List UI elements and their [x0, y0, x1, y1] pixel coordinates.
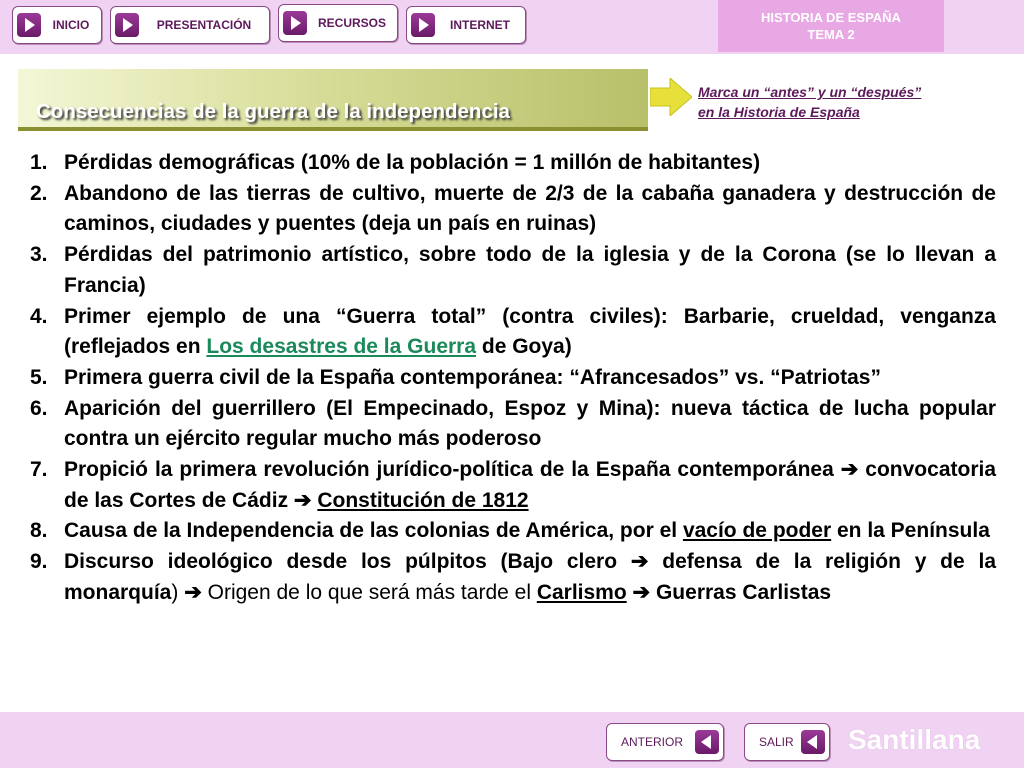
title-underline — [18, 127, 648, 131]
course-badge — [718, 0, 944, 52]
play-arrow-icon — [283, 11, 307, 35]
list-item — [30, 179, 996, 240]
list-item — [30, 516, 996, 547]
play-arrow-icon — [411, 13, 435, 37]
arrow-icon: ➔ — [632, 580, 651, 604]
list-item — [30, 455, 996, 516]
desastres-guerra-link[interactable]: Los desastres de la Guerra — [206, 335, 477, 359]
list-item-text: Pérdidas del patrimonio artístico, sobre todo de la iglesia y de la Corona (se lo llevan a Francia) — [64, 243, 996, 297]
nav-presentacion-button[interactable] — [110, 6, 270, 44]
list-item-text — [64, 302, 996, 363]
back-arrow-icon — [695, 730, 719, 754]
anterior-button[interactable] — [606, 723, 724, 761]
list-item-text: Pérdidas demográficas (10% de la población = 1 millón de habitantes) — [64, 151, 761, 174]
page-title: Consecuencias de la guerra de la independencia — [36, 100, 510, 123]
arrow-icon: ➔ — [840, 458, 859, 482]
list-item-number: 3. — [30, 243, 48, 267]
list-item-number: 8. — [30, 519, 48, 543]
arrow-icon: ➔ — [630, 550, 649, 574]
title-banner — [18, 69, 648, 131]
list-item-text-part: ) — [171, 580, 185, 604]
list-item-number: 6. — [30, 396, 48, 420]
right-arrow-icon — [650, 78, 692, 116]
list-item-text-part: Propició la primera revolución jurídico-política de la España contemporánea — [64, 458, 841, 482]
list-item-text — [64, 547, 996, 608]
list-item-text-part: Causa de la Independencia de las colonias de América, por el — [64, 519, 683, 543]
salir-button[interactable] — [744, 723, 830, 761]
list-item-text-part: convocatoria de las Cortes de Cádiz — [64, 458, 996, 512]
arrow-icon: ➔ — [293, 488, 312, 512]
vacio-poder-text: vacío de poder — [682, 519, 832, 543]
list-item-text: Abandono de las tierras de cultivo, muerte de 2/3 de la cabaña ganadera y destrucción de caminos, ciudades y puentes (deja un país en ruinas) — [64, 181, 996, 236]
nav-recursos-label: RECURSOS — [317, 16, 386, 30]
list-item — [30, 302, 996, 363]
list-item-text-part: Guerras Carlistas — [650, 580, 832, 604]
list-item — [30, 363, 996, 394]
consequences-list — [30, 148, 996, 609]
course-subject: HISTORIA DE ESPAÑA — [761, 10, 901, 25]
list-item — [30, 394, 996, 455]
list-item-text-part: Origen de lo que será más tarde el — [201, 580, 537, 604]
list-item-number: 4. — [30, 304, 48, 328]
list-item-text — [64, 455, 996, 516]
arrow-icon: ➔ — [184, 580, 202, 604]
list-item-text: Primera guerra civil de la España contemporánea: “Afrancesados” vs. “Patriotas” — [64, 365, 881, 389]
list-item-text-part: de Goya) — [476, 335, 572, 359]
list-item — [30, 240, 996, 301]
course-topic: TEMA 2 — [807, 27, 855, 42]
play-arrow-icon — [17, 13, 41, 37]
nav-inicio-label: INICIO — [52, 18, 90, 32]
list-item-text-part: Primer ejemplo de una “Guerra total” (contra civiles): Barbarie, crueldad, venganza (reflejados en — [64, 304, 996, 359]
nav-internet-button[interactable] — [406, 6, 526, 44]
carlismo-text: Carlismo — [536, 580, 627, 604]
list-item — [30, 148, 996, 179]
list-item-text: Aparición del guerrillero (El Empecinado, Espoz y Mina): nueva táctica de lucha popular contra un ejército regular mucho más poderoso — [64, 396, 996, 451]
list-item-number: 1. — [30, 151, 48, 174]
list-item-number: 7. — [30, 458, 48, 482]
play-arrow-icon — [115, 13, 139, 37]
nav-presentacion-label: PRESENTACIÓN — [156, 18, 252, 32]
list-item-number: 9. — [30, 550, 48, 574]
publisher-logo: Santillana — [848, 724, 981, 755]
list-item-number: 2. — [30, 181, 48, 205]
list-item-text-part: defensa de la religión y de la monarquía — [64, 550, 996, 604]
list-item — [30, 547, 996, 608]
nav-recursos-button[interactable] — [278, 4, 398, 42]
list-item-text-part: Discurso ideológico desde los púlpitos (Bajo clero — [64, 550, 631, 574]
back-arrow-icon — [801, 730, 825, 754]
salir-label: SALIR — [759, 735, 794, 749]
list-item-number: 5. — [30, 365, 48, 389]
side-note-line2: en la Historia de España — [698, 104, 860, 120]
side-note — [698, 82, 921, 122]
anterior-label: ANTERIOR — [621, 735, 684, 749]
side-note-line1: Marca un “antes” y un “después” — [698, 84, 922, 100]
list-item-text — [64, 516, 996, 547]
constitucion-1812-text: Constitución de 1812 — [317, 488, 529, 512]
nav-internet-label: INTERNET — [450, 18, 510, 32]
nav-inicio-button[interactable] — [12, 6, 102, 44]
list-item-text-part: en la Península — [831, 519, 990, 543]
